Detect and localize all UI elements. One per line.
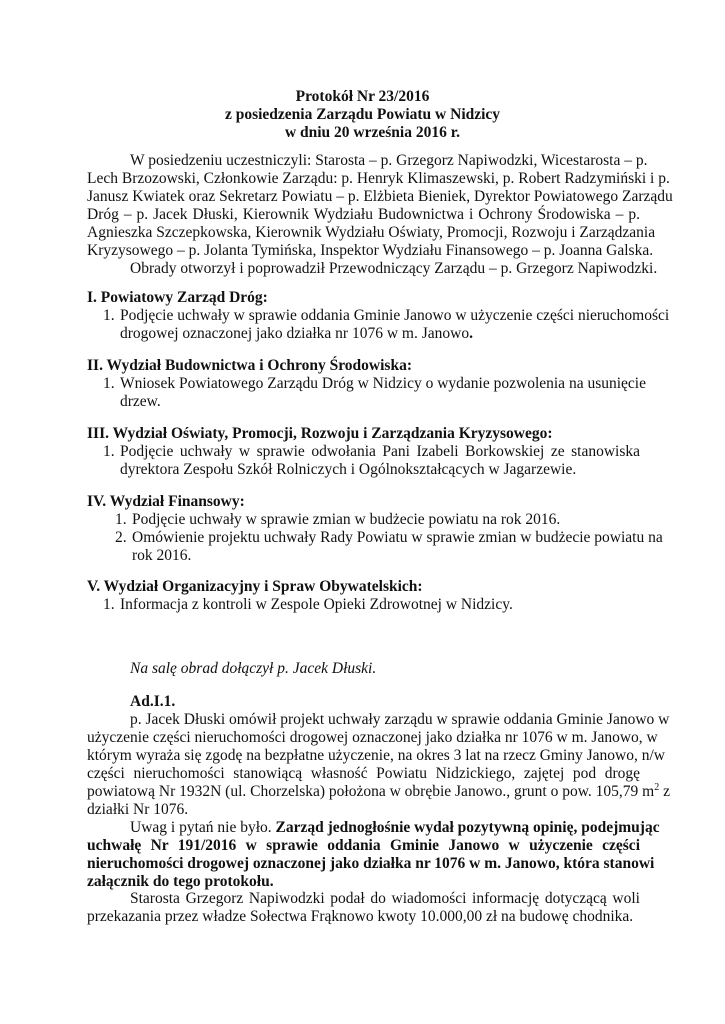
section-4-heading: IV. Wydział Finansowy: (87, 493, 245, 510)
item-line: Podjęcie uchwały w sprawie zmian w budżecie powiatu na rok 2016. (132, 511, 561, 528)
ad-paragraph-2 (87, 819, 660, 891)
superscript: 2 (654, 781, 660, 793)
item-line: Podjęcie uchwały w sprawie oddania Gminie Janowo w użyczenie części nieruchomości (120, 307, 670, 324)
intro-line-2: Lech Brzozowski, Członkowie Zarządu: p. Henryk Klimaszewski, p. Robert Radzymiński i p. (87, 170, 670, 187)
section-4-item-2 (115, 529, 663, 565)
item-line-end: . (469, 325, 473, 342)
ad-heading: Ad.I.1. (130, 693, 176, 710)
item-line: Informacja z kontroli w Zespole Opieki Zdrowotnej w Nidzicy. (120, 596, 513, 613)
ad-p1-line-5: powiatową Nr 1932N (ul. Chorzelska) położona w obrębie Janowo., grunt o pow. 105,79 m (87, 783, 655, 800)
ad-p2-bold-1: Zarząd jednogłośnie wydał pozytywną opinię, podejmując (275, 819, 660, 836)
ad-p1-line-5-end: z (659, 783, 670, 800)
section-4-item-1 (115, 511, 640, 529)
intro-line-4: Dróg – p. Jacek Dłuski, Kierownik Wydziału Budownictwa i Ochrony Środowiska – p. (87, 206, 640, 223)
intro-paragraph (87, 152, 673, 278)
item-number: 1. (103, 596, 115, 613)
item-line: dyrektora Zespołu Szkół Rolniczych i Ogólnokształcących w Jagarzewie. (120, 461, 577, 478)
item-number: 1. (103, 443, 115, 460)
section-1-item-1 (103, 307, 670, 343)
intro-line-7: Obrady otworzył i poprowadził Przewodniczący Zarządu – p. Grzegorz Napiwodzki. (130, 260, 658, 277)
ad-p2-plain: Uwag i pytań nie było. (130, 819, 276, 836)
intro-line-1: W posiedzeniu uczestniczyli: Starosta – p. Grzegorz Napiwodzki, Wicestarosta – p. (130, 152, 648, 169)
section-2-heading: II. Wydział Budownictwa i Ochrony Środowiska: (87, 357, 412, 374)
item-number: 1. (115, 511, 127, 528)
item-line: drogowej oznaczonej jako działka nr 1076 w m. Janowo (120, 325, 470, 342)
section-5-item-1 (103, 596, 640, 614)
item-line: drzew. (120, 393, 161, 410)
ad-p2-line-4: załącznik do tego protokołu. (87, 873, 274, 890)
ad-p2-line-2: uchwałę Nr 191/2016 w sprawie oddania Gminie Janowo w użyczenie części (87, 837, 640, 854)
section-3-heading: III. Wydział Oświaty, Promocji, Rozwoju i Zarządzania Kryzysowego: (87, 425, 553, 442)
title-line-1: Protokół Nr 23/2016 (295, 88, 430, 105)
item-line: Wniosek Powiatowego Zarządu Dróg w Nidzicy o wydanie pozwolenia na usunięcie (120, 375, 646, 392)
item-number: 1. (103, 375, 115, 392)
item-line: rok 2016. (132, 547, 192, 564)
intro-line-6: Kryzysowego – p. Jolanta Tymińska, Inspektor Wydziału Finansowego – p. Joanna Galska. (87, 242, 654, 259)
ad-p1-line-1: p. Jacek Dłuski omówił projekt uchwały zarządu w sprawie oddania Gminie Janowo w (130, 711, 670, 728)
item-line: Podjęcie uchwały w sprawie odwołania Pani Izabeli Borkowskiej ze stanowiska (120, 443, 640, 460)
intro-line-5: Agnieszka Szczepkowska, Kierownik Wydziału Oświaty, Promocji, Rozwoju i Zarządzania (87, 224, 656, 241)
ad-p1-line-3: którym wyraża się zgodę na bezpłatne użyczenie, na okres 3 lat na rzecz Gminy Janowo, n/w (87, 747, 666, 764)
intro-line-3: Janusz Kwiatek oraz Sekretarz Powiatu – p. Elżbieta Bieniek, Dyrektor Powiatowego Zarządu (87, 188, 673, 205)
item-number: 1. (103, 307, 115, 324)
ad-p1-line-6: działki Nr 1076. (87, 801, 189, 818)
ad-p3-line-2: przekazania przez władze Sołectwa Frąknowo kwoty 10.000,00 zł na budowę chodnika. (87, 908, 634, 925)
ad-p2-line-3: nieruchomości drogowej oznaczonej jako działka nr 1076 w m. Janowo, która stanowi (87, 855, 655, 872)
ad-paragraph-3 (87, 890, 640, 926)
document-title (0, 88, 725, 142)
title-line-3: w dniu 20 września 2016 r. (284, 124, 461, 141)
section-3-item-1 (103, 443, 640, 479)
section-1-heading: I. Powiatowy Zarząd Dróg: (87, 289, 268, 306)
section-2-item-1 (103, 375, 646, 411)
item-line: Omówienie projektu uchwały Rady Powiatu w sprawie zmian w budżecie powiatu na (132, 529, 663, 546)
ad-p1-line-2: użyczenie części nieruchomości drogowej oznaczonej jako działka nr 1076 w m. Janowo, w (87, 729, 658, 746)
ad-paragraph-1 (87, 711, 670, 819)
section-5-heading: V. Wydział Organizacyjny i Spraw Obywatelskich: (87, 578, 423, 595)
ad-p3-line-1: Starosta Grzegorz Napiwodzki podał do wiadomości informację dotyczącą woli (130, 890, 640, 907)
title-line-2: z posiedzenia Zarządu Powiatu w Nidzicy (224, 106, 501, 123)
attendance-note: Na salę obrad dołączył p. Jacek Dłuski. (130, 660, 377, 677)
ad-p1-line-4: części nieruchomości stanowiącą własność Powiatu Nidzickiego, zajętej pod drogę (87, 765, 640, 782)
item-number: 2. (115, 529, 127, 546)
